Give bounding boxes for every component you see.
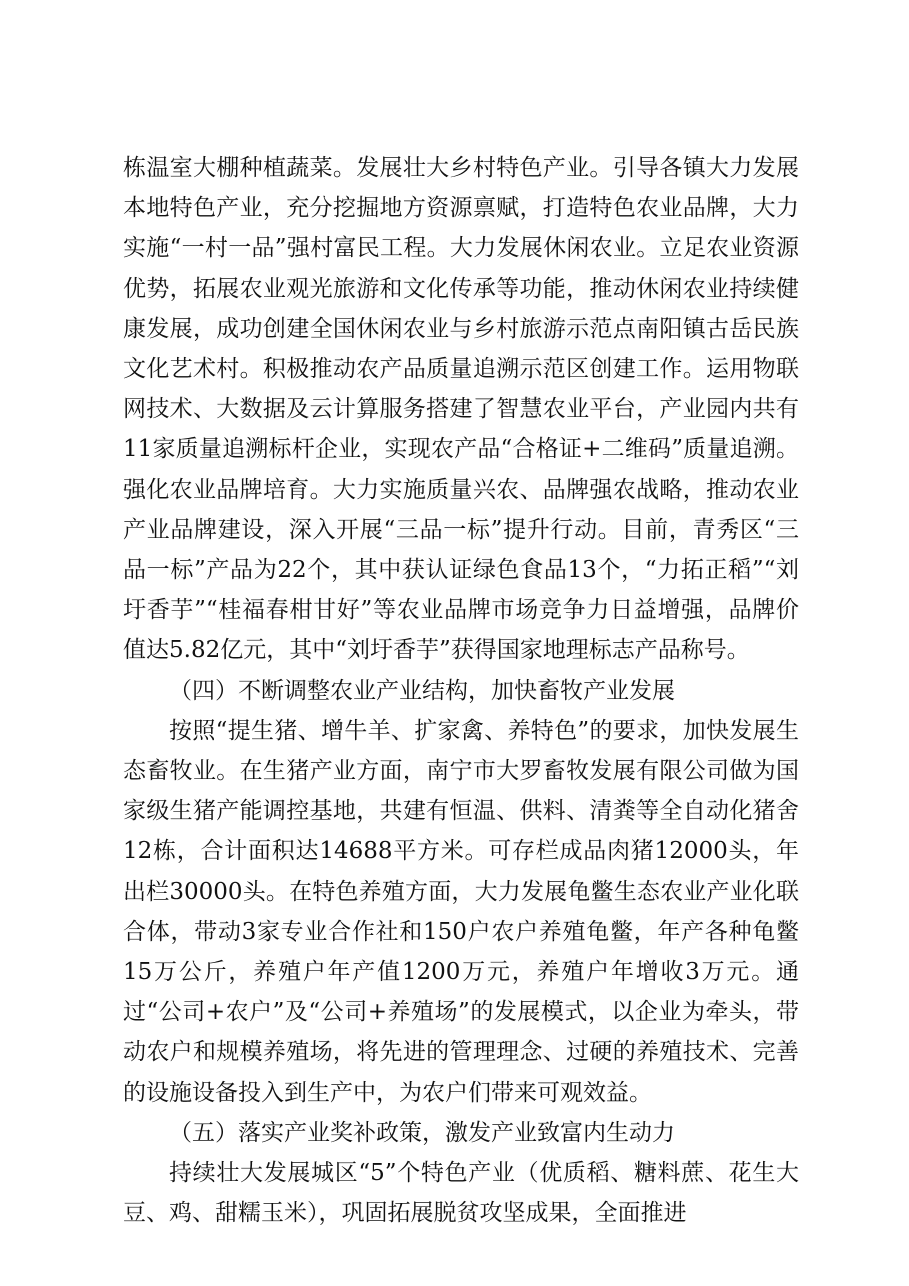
- paragraph-subsidy: 持续壮大发展城区“5”个特色产业（优质稻、糖料蔗、花生大豆、鸡、甜糯玉米），巩固拓展脱贫攻坚成果，全面推进: [123, 1160, 799, 1227]
- document-body: [123, 148, 799, 1233]
- section-heading-four: （四）不断调整农业产业结构，加快畜牧产业发展: [169, 677, 675, 704]
- section-heading-five: （五）落实产业奖补政策，激发产业致富内生动力: [169, 1119, 675, 1146]
- paragraph-livestock: 按照“提生猪、增牛羊、扩家禽、养特色”的要求，加快发展生态畜牧业。在生猪产业方面，南宁市大罗畜牧发展有限公司做为国家级生猪产能调控基地，共建有恒温、供料、清粪等全自动化猪舍12栋，合计面积达14688平方米。可存栏成品肉猪12000头，年出栏30000头。在特色养殖方面，大力发展龟鳖生态农业产业化联合体，带动3家专业合作社和150户农户养殖龟鳖，年产各种龟鳖15万公斤，养殖户年产值1200万元，养殖户年增收3万元。通过“公司+农户”及“公司+养殖场”的发展模式，以企业为牵头，带动农户和规模养殖场，将先进的管理理念、过硬的养殖技术、完善的设施设备投入到生产中，为农户们带来可观效益。: [123, 717, 799, 1106]
- paragraph-continued: 栋温室大棚种植蔬菜。发展壮大乡村特色产业。引导各镇大力发展本地特色产业，充分挖掘地方资源禀赋，打造特色农业品牌，大力实施“一村一品”强村富民工程。大力发展休闲农业。立足农业资源优势，拓展农业观光旅游和文化传承等功能，推动休闲农业持续健康发展，成功创建全国休闲农业与乡村旅游示范点南阳镇古岳民族文化艺术村。积极推动农产品质量追溯示范区创建工作。运用物联网技术、大数据及云计算服务搭建了智慧农业平台，产业园内共有11家质量追溯标杆企业，实现农产品“合格证+二维码”质量追溯。强化农业品牌培育。大力实施质量兴农、品牌强农战略，推动农业产业品牌建设，深入开展“三品一标”提升行动。目前，青秀区“三品一标”产品为22个，其中获认证绿色食品13个，“力拓正稻”“刘圩香芋”“桂福春柑甘好”等农业品牌市场竞争力日益增强，品牌价值达5.82亿元，其中“刘圩香芋”获得国家地理标志产品称号。: [123, 155, 799, 664]
